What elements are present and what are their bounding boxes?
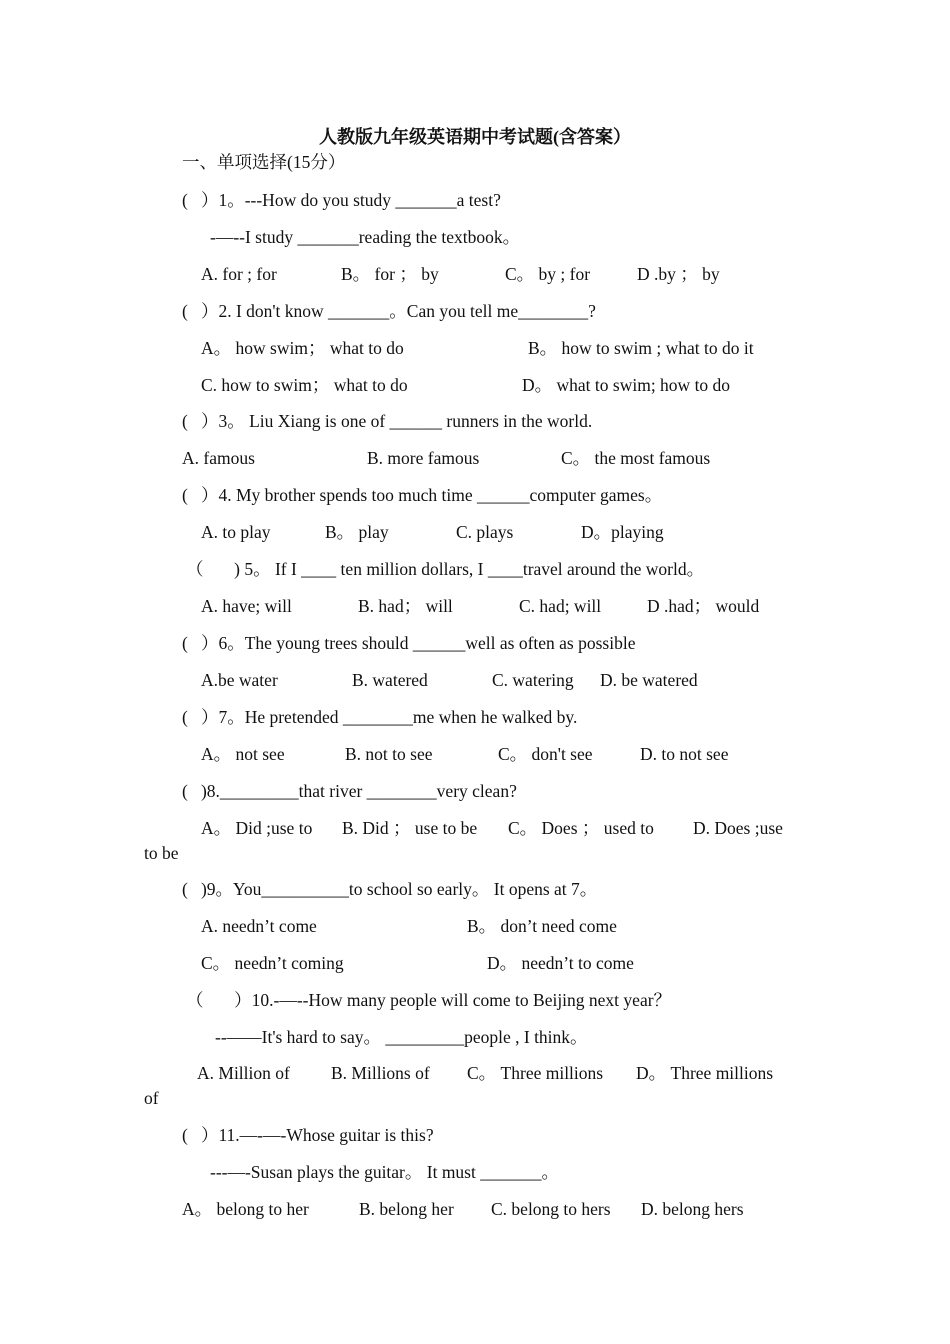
question-8-stem: ( )8._________that river ________very clean?	[182, 781, 517, 801]
question-3-option-c: C。 the most famous	[561, 448, 711, 468]
question-5-stem: （ ) 5。 If I ____ ten million dollars, I ____travel around the world。	[186, 559, 705, 579]
question-10-option-c: C。 Three millions	[467, 1063, 604, 1083]
question-4-option-a: A. to play	[201, 522, 271, 542]
question-6-option-a: A.be water	[201, 670, 278, 690]
question-10-option-d-wrap: of	[144, 1088, 159, 1108]
question-6-option-b: B. watered	[352, 670, 428, 690]
question-5-option-d: D .had； would	[647, 596, 760, 616]
question-7-stem: ( ）7。He pretended ________me when he walked by.	[182, 707, 578, 727]
question-1-stem-2: -—--I study _______reading the textbook。	[210, 227, 521, 247]
question-2-option-d: D。 what to swim; how to do	[522, 375, 731, 395]
question-10-option-d: D。 Three millions	[636, 1063, 774, 1083]
question-1-option-c: C。 by ; for	[505, 264, 591, 284]
question-9-option-c: C。 needn’t coming	[201, 953, 344, 973]
question-3-option-b: B. more famous	[367, 448, 480, 468]
question-10-stem: （ ）10.-—--How many people will come to Beijing next year？	[186, 990, 672, 1010]
question-8-option-c: C。 Does ； used to	[508, 818, 654, 838]
question-4-option-c: C. plays	[456, 522, 514, 542]
question-4-stem: ( ）4. My brother spends too much time ______computer games。	[182, 485, 663, 505]
page-title: 人教版九年级英语期中考试题(含答案）	[319, 127, 631, 147]
question-7-option-b: B. not to see	[345, 744, 433, 764]
question-5-option-c: C. had; will	[519, 596, 602, 616]
question-3-stem: ( ）3。 Liu Xiang is one of ______ runners in the world.	[182, 411, 593, 431]
section-heading: 一、单项选择(15分）	[182, 152, 346, 172]
question-1-option-a: A. for ; for	[201, 264, 277, 284]
question-8-option-a: A。 Did ;use to	[201, 818, 313, 838]
question-8-option-d-wrap: to be	[144, 843, 179, 863]
question-10-option-b: B. Millions of	[331, 1063, 430, 1083]
question-11-stem: ( ）11.—-—-Whose guitar is this?	[182, 1125, 434, 1145]
question-11-option-a: A。 belong to her	[182, 1199, 309, 1219]
question-2-option-a: A。 how swim； what to do	[201, 338, 404, 358]
question-8-option-b: B. Did ； use to be	[342, 818, 478, 838]
question-3-option-a: A. famous	[182, 448, 255, 468]
question-6-stem: ( ）6。The young trees should ______well as often as possible	[182, 633, 636, 653]
question-11-option-b: B. belong her	[359, 1199, 454, 1219]
question-9-stem: ( )9。You__________to school so early。 It opens at 7。	[182, 879, 598, 899]
question-10-option-a: A. Million of	[197, 1063, 290, 1083]
question-11-option-d: D. belong hers	[641, 1199, 744, 1219]
question-9-option-b: B。 don’t need come	[467, 916, 617, 936]
question-9-option-d: D。 needn’t to come	[487, 953, 634, 973]
question-1-option-b: B。 for ； by	[341, 264, 439, 284]
question-2-stem: ( ）2. I don't know _______。Can you tell me________?	[182, 301, 596, 321]
question-2-option-c: C. how to swim； what to do	[201, 375, 408, 395]
question-7-option-c: C。 don't see	[498, 744, 593, 764]
question-7-option-a: A。 not see	[201, 744, 285, 764]
question-2-option-b: B。 how to swim ; what to do it	[528, 338, 754, 358]
question-5-option-b: B. had； will	[358, 596, 453, 616]
question-6-option-c: C. watering	[492, 670, 574, 690]
question-4-option-d: D。playing	[581, 522, 664, 542]
question-4-option-b: B。 play	[325, 522, 389, 542]
question-9-option-a: A. needn’t come	[201, 916, 317, 936]
question-7-option-d: D. to not see	[640, 744, 729, 764]
question-10-stem-2: --——It's hard to say。 _________people , I think。	[215, 1027, 588, 1047]
question-1-stem: ( ）1。---How do you study _______a test?	[182, 190, 501, 210]
question-8-option-d: D. Does ;use	[693, 818, 783, 838]
question-5-option-a: A. have; will	[201, 596, 292, 616]
question-11-option-c: C. belong to hers	[491, 1199, 611, 1219]
question-6-option-d: D. be watered	[600, 670, 698, 690]
question-11-stem-2: ---—-Susan plays the guitar。 It must _______。	[210, 1162, 559, 1182]
question-1-option-d: D .by ； by	[637, 264, 720, 284]
